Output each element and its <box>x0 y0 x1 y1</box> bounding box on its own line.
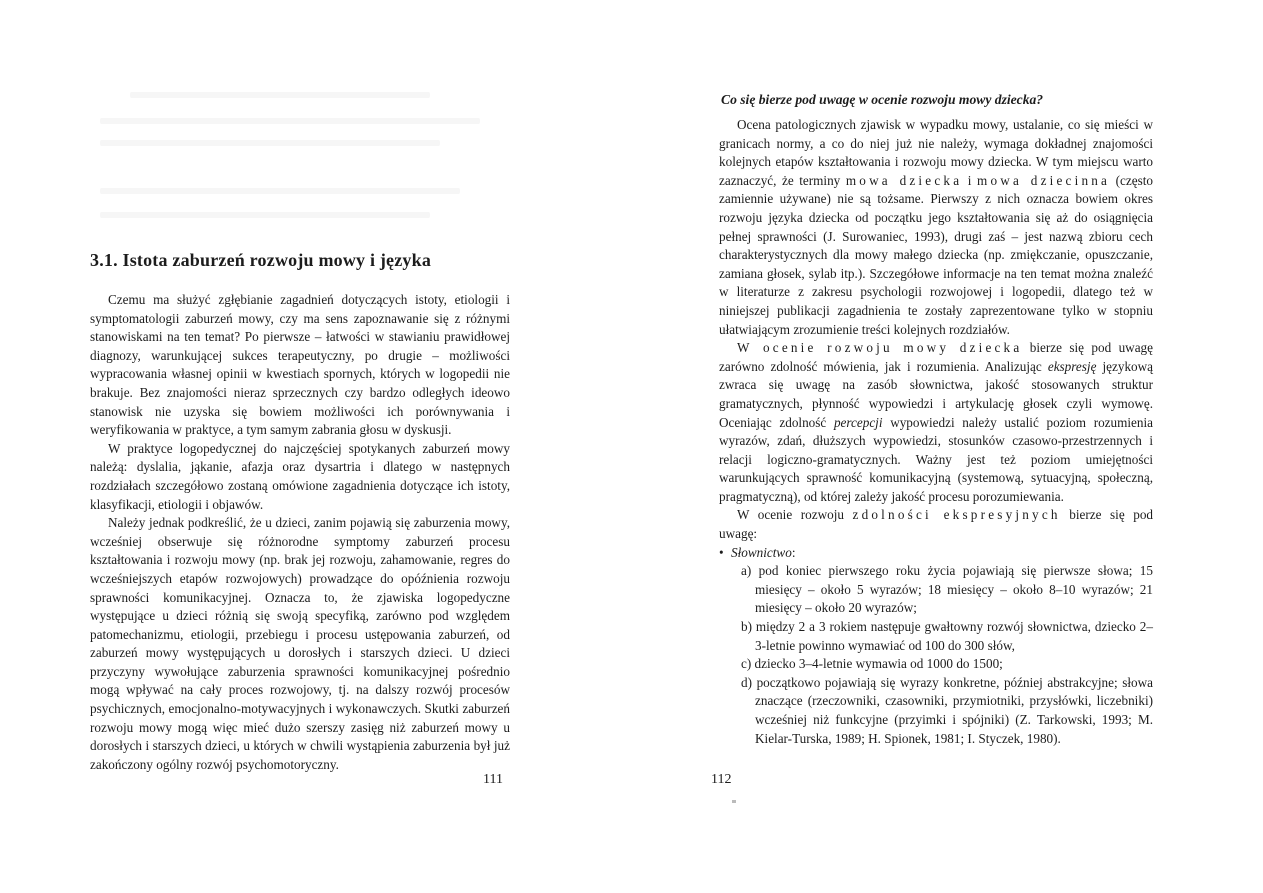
paragraph: Ocena patologicznych zjawisk w wypadku mowy, ustalanie, co się mieści w granicach normy, a co do niej już nie należy, wymaga dokładnej znajomości kolejnych etapów kształtowania i rozwoju mowy dziecka. W tym miejscu warto zaznaczyć, że terminy mowa dziecka i mowa dziecinna (często zamiennie używane) nie są tożsame. Pierwszy z nich oznacza bowiem okres rozwoju języka dziecka od początku jego kształtowania się aż do osiągnięcia pełnej sprawności (J. Surowaniec, 1993), drugi zaś – jest nazwą zbioru cech charakterystycznych dla mowy małego dziecka (np. zmiękczanie, opuszczanie, zamiana głosek, sylab itp.). Szczegółowe informacje na ten temat można znaleźć w literaturze z zakresu psychologii rozwojowej i logopedii, dlatego też w niniejszej publikacji zagadnienia te zostały zaprezentowane tylko w stopniu ułatwiającym zrozumienie treści kolejnych rozdziałów. <box>719 117 1153 337</box>
show-through-artifact <box>130 92 430 98</box>
paragraph: W praktyce logopedycznej do najczęściej spotykanych zaburzeń mowy należą: dyslalia, jąkanie, afazja oraz dysartria i dlatego w następnych rozdziałach szczegółowo zostaną omówione zagadnienia dotyczące ich istoty, klasyfikacji, etiologii i objawów. <box>90 440 510 512</box>
right-body-text <box>719 116 1153 748</box>
show-through-artifact <box>100 118 480 124</box>
spaced-term: mowa dziecka <box>845 172 963 188</box>
show-through-artifact <box>100 140 440 146</box>
paragraph: Należy jednak podkreślić, że u dzieci, zanim pojawią się zaburzenia mowy, wcześniej obserwuje się różnorodne symptomy zaburzeń procesu kształtowania i rozwoju mowy (np. brak jej rozwoju, zahamowanie, regres do wcześniejszych etapów rozwojowych) prowadzące do opóźnienia rozwoju sprawności komunikacyjnej. Oznacza to, że zjawiska logopedyczne występujące u dzieci różnią się swoją specyfiką, zarówno pod względem patomechanizmu, etiologii, przebiegu i procesu ustępowania zaburzeń, od zaburzeń mowy występujących u dorosłych i starszych dzieci. U dzieci przyczyny wywołujące zaburzenia sprawności komunikacyjnej pośrednio mogą wpływać na cały proces rozwojowy, tj. na dalszy rozwój procesów psychicznych, emocjonalno-motywacyjnych i wykonawczych. Skutki zaburzeń rozwoju mowy mogą więc mieć dużo szerszy zasięg niż zaburzeń mowy u dorosłych i starszych dzieci, u których w chwili wystąpienia zaburzenia był już zakończony ogólny rozwój psychomotoryczny. <box>90 515 510 772</box>
left-body-text <box>90 291 510 774</box>
spaced-term: zdolności ekspresyjnych <box>852 507 1061 523</box>
spaced-term: W ocenie rozwoju mowy dziecka <box>737 340 1023 356</box>
left-page <box>0 0 631 893</box>
page-number: 112 <box>711 772 732 787</box>
page-number: 111 <box>483 772 503 787</box>
show-through-artifact <box>100 212 430 218</box>
scan-speck <box>732 800 736 803</box>
list-item: d) początkowo pojawiają się wyrazy konkretne, później abstrakcyjne; słowa znaczące (rzeczowniki, czasowniki, przymiotniki, przysłówki, liczebniki) wcześniej niż funkcyjne (przyimki i spójniki) (Z. Tarkowski, 1993; M. Kielar-Turska, 1989; H. Spionek, 1981; I. Styczek, 1980). <box>741 674 1153 746</box>
paragraph: W ocenie rozwoju zdolności ekspresyjnych bierze się pod uwagę: <box>719 507 1154 542</box>
bullet-list <box>719 544 1153 749</box>
paragraph: W ocenie rozwoju mowy dziecka bierze się pod uwagę zarówno zdolność mówienia, jak i rozumienia. Analizując ekspresję językową zwraca się uwagę na zasób słownictwa, jakość stosowanych struktur gramatycznych, płynność wypowiedzi i artykulację głosek czyli wymowę. Oceniając zdolność percepcji wypowiedzi należy ustalić poziom rozumienia wyrazów, zdań, dłuższych wypowiedzi, stosunków czasowo-przestrzennych i relacji logiczno-gramatycznych. Ważny jest też poziom umiejętności warunkujących sprawność komunikacyjną (systemową, sytuacyjną, społeczną, pragmatyczną), od której zależy jakość procesu porozumiewania. <box>719 340 1154 504</box>
spaced-term: mowa dziecinna <box>977 172 1111 188</box>
right-page <box>631 0 1263 893</box>
list-item: a) pod koniec pierwszego roku życia pojawiają się pierwsze słowa; 15 miesięcy – około 5 wyrazów; 18 miesięcy – około 8–10 wyrazów; 21 miesięcy – około 20 wyrazów; <box>741 563 1153 616</box>
sub-list <box>719 562 1153 748</box>
list-item: • Słownictwo: a) pod koniec pierwszego roku życia pojawiają się pierwsze słowa; 15 miesięcy – około 5 wyrazów; 18 miesięcy – około 8–10 wyrazów; 21 miesięcy – około 20 wyrazów; b) między 2 a 3 rokiem następuje gwałtowny rozwój słownictwa, dziecko 2–3-letnie powinno wymawiać od 100 do 300 słów, c) dziecko 3–4-letnie wymawia od 1000 do 1500; d) początkowo pojawiają się wyrazy konkretne, później abstrakcyjne; słowa znaczące (rzeczowniki, czasowniki, przymiotniki, przysłówki, liczebniki) wcześniej niż funkcyjne (przyimki i spójniki) (Z. Tarkowski, 1993; M. Kielar-Turska, 1989; H. Spionek, 1981; I. Styczek, 1980). <box>719 544 1153 749</box>
subheading: Co się bierze pod uwagę w ocenie rozwoju mowy dziecka? <box>721 92 1044 107</box>
list-item: c) dziecko 3–4-letnie wymawia od 1000 do 1500; <box>741 656 1003 672</box>
emphasis: percepcji <box>833 414 883 430</box>
bullet-icon: • <box>719 544 724 560</box>
section-heading: 3.1. Istota zaburzeń rozwoju mowy i języka <box>90 250 432 270</box>
emphasis: ekspresję <box>1047 358 1097 374</box>
show-through-artifact <box>100 188 460 194</box>
list-item: b) między 2 a 3 rokiem następuje gwałtowny rozwój słownictwa, dziecko 2–3-letnie powinno wymawiać od 100 do 300 słów, <box>741 619 1153 653</box>
paragraph: Czemu ma służyć zgłębianie zagadnień dotyczących istoty, etiologii i symptomatologii zaburzeń mowy, czy ma sens zapoznawanie się z różnymi stanowiskami na ten temat? Po pierwsze – łatwości w stawianiu prawidłowej diagnozy, warunkującej sukces terapeutyczny, po drugie – możliwości wypracowania własnej opinii w kwestiach spornych, których w logopedii nie brakuje. Bez znajomości nieraz sprzecznych czy bardzo odległych ideowo stanowisk nie uzyska się bowiem możliwości ich porównywania i weryfikowania w praktyce, a tym samym zabrania głosu w dyskusji. <box>90 292 510 438</box>
bullet-label: Słownictwo <box>731 544 792 560</box>
